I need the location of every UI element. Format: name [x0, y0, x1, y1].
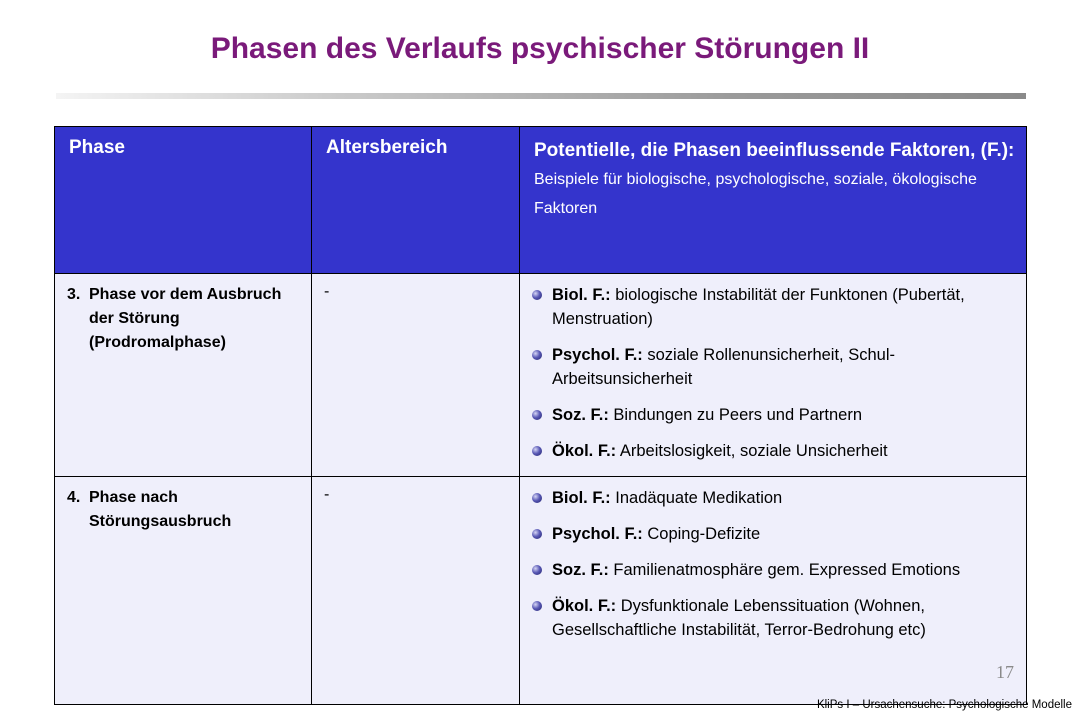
factors-cell: [520, 274, 1027, 477]
bullet-icon: [532, 350, 542, 360]
factors-cell: [520, 477, 1027, 705]
age-value: -: [324, 486, 330, 503]
table-row: [55, 274, 1027, 477]
bullet-icon: [532, 529, 542, 539]
bullet-icon: [532, 601, 542, 611]
bullet-icon: [532, 410, 542, 420]
header-age: Altersbereich: [312, 127, 520, 274]
table-row: [55, 477, 1027, 705]
phases-table: [54, 126, 1027, 705]
header-factors-main: Potentielle, die Phasen beeinflussende Faktoren, (F.):: [534, 140, 1015, 161]
factor-item: Psychol. F.: Coping-Defizite: [532, 522, 1018, 546]
slide-footer: KliPs I – Ursachensuche: Psychologische Modelle: [816, 699, 1072, 711]
age-cell: [312, 274, 520, 477]
bullet-icon: [532, 446, 542, 456]
table-header-row: [55, 127, 1027, 274]
header-factors: [520, 127, 1027, 274]
factor-item: Psychol. F.: soziale Rollenunsicherheit, Schul- Arbeitsunsicherheit: [532, 343, 1018, 391]
phase-cell: [55, 477, 312, 705]
bullet-icon: [532, 493, 542, 503]
header-phase: Phase: [55, 127, 312, 274]
factor-item: Biol. F.: Inadäquate Medikation: [532, 486, 1018, 510]
age-value: -: [324, 283, 330, 300]
factor-list: [532, 486, 1018, 642]
phase-number: 4.: [67, 489, 81, 506]
page-number: 17: [996, 662, 1014, 682]
phase-name: Phase vor dem Ausbruch der Störung (Prodromalphase): [89, 286, 282, 351]
age-cell: [312, 477, 520, 705]
phase-number: 3.: [67, 286, 81, 303]
factor-item: Biol. F.: biologische Instabilität der Funktonen (Pubertät, Menstruation): [532, 283, 1018, 331]
slide-title: Phasen des Verlaufs psychischer Störungen II: [210, 32, 870, 65]
factor-item: Soz. F.: Familienatmosphäre gem. Expressed Emotions: [532, 558, 1018, 582]
phase-name: Phase nach Störungsausbruch: [89, 489, 232, 530]
bullet-icon: [532, 565, 542, 575]
factor-item: Soz. F.: Bindungen zu Peers und Partnern: [532, 403, 1018, 427]
phase-cell: [55, 274, 312, 477]
title-divider: [56, 93, 1026, 99]
factor-list: [532, 283, 1018, 463]
bullet-icon: [532, 290, 542, 300]
factor-item: Ökol. F.: Arbeitslosigkeit, soziale Unsicherheit: [532, 439, 1018, 463]
header-factors-sub: Beispiele für biologische, psychologische, soziale, ökologische Faktoren: [534, 171, 977, 217]
factor-item: Ökol. F.: Dysfunktionale Lebenssituation (Wohnen, Gesellschaftliche Instabilität, Terror-Bedrohung etc): [532, 594, 1018, 642]
